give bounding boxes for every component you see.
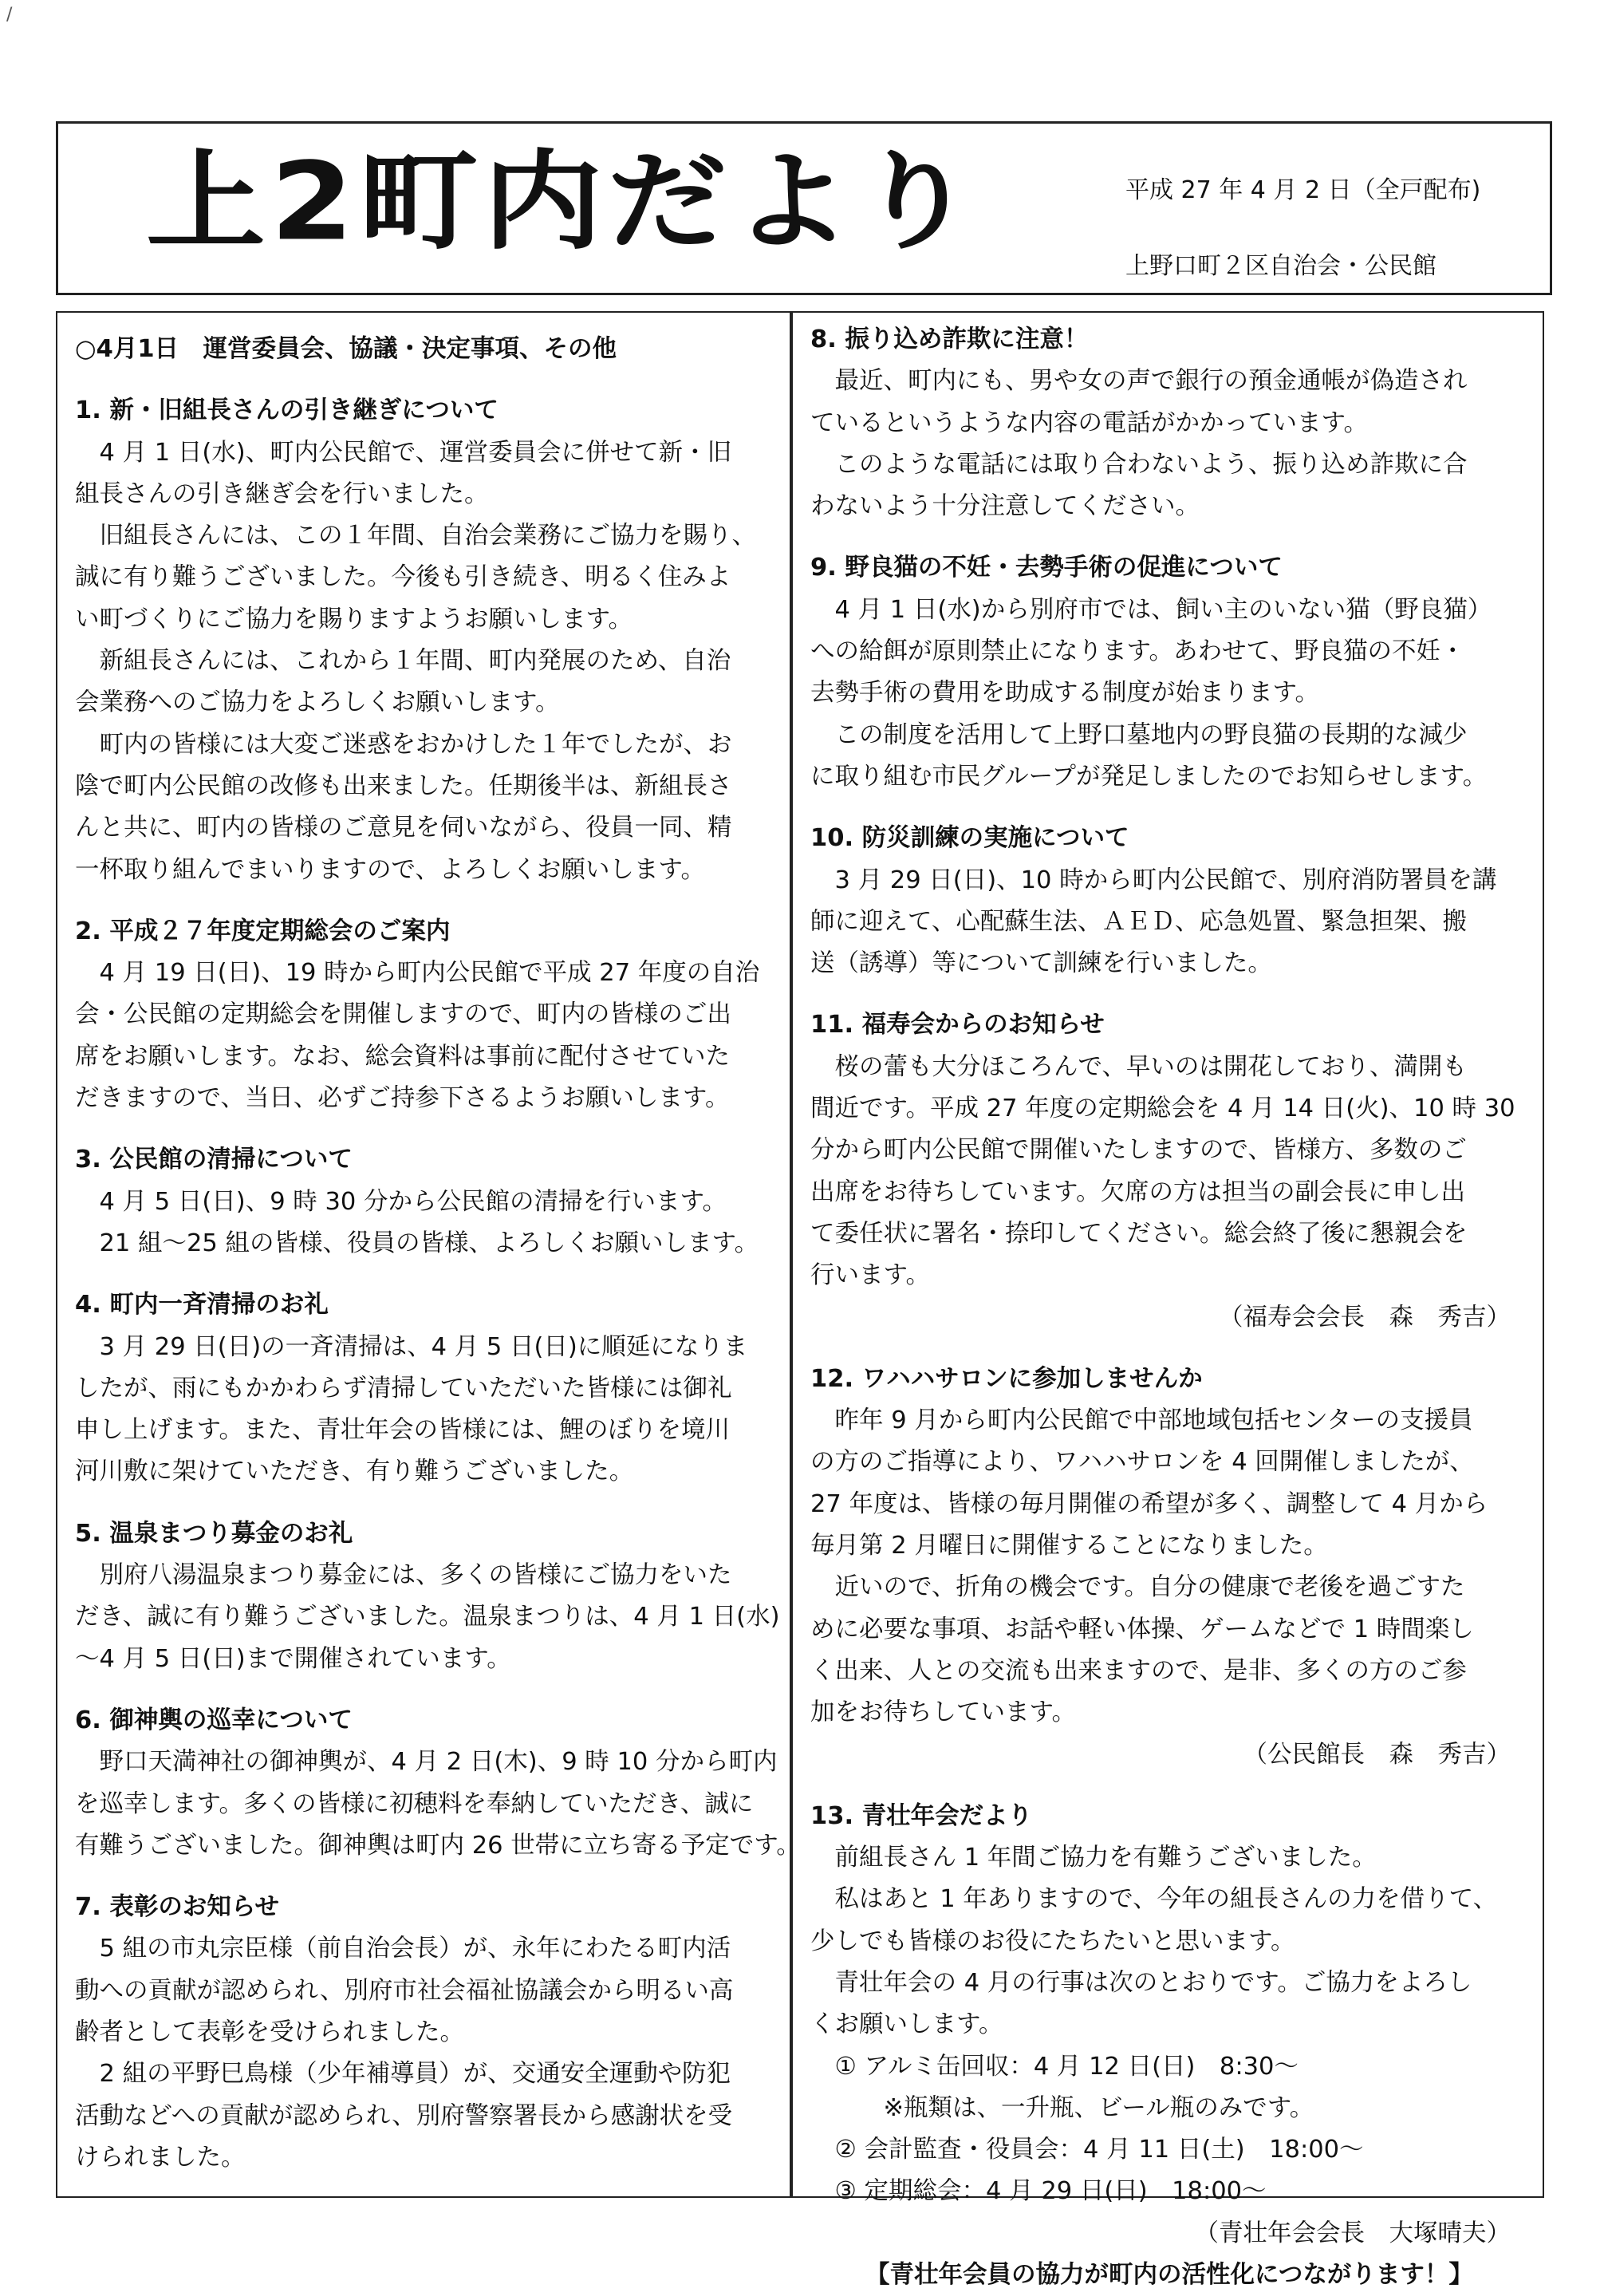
section-heading: 8. 振り込め詐欺に注意！ [810, 325, 1089, 353]
section-heading: 11. 福寿会からのお知らせ [810, 1011, 1105, 1040]
body-line: 誠に有り難うございました。今後も引き続き、明るく住みよ [75, 563, 731, 592]
body-line: に取り組む市民グループが発足しましたのでお知らせします。 [810, 762, 1488, 791]
body-line: 別府八湯温泉まつり募金には、多くの皆様にご協力をいた [75, 1561, 732, 1590]
newsletter-header [56, 121, 1552, 295]
body-line: 行います。 [810, 1261, 931, 1290]
section-heading: 5. 温泉まつり募金のお礼 [75, 1519, 353, 1548]
body-line: て委任状に署名・捺印してください。総会終了後に懇親会を [810, 1219, 1468, 1248]
event-item: ③ 定期総会：4 月 29 日(日) 18:00〜 [810, 2177, 1267, 2206]
section-heading: 7. 表彰のお知らせ [75, 1893, 280, 1922]
body-line: 旧組長さんには、この１年間、自治会業務にご協力を賜り、 [75, 522, 756, 550]
meeting-heading: ○4月1日 運営委員会、協議・決定事項、その他 [75, 335, 617, 363]
body-line: 5 組の市丸宗臣様（前自治会長）が、永年にわたる町内活 [75, 1935, 731, 1963]
body-line: 齢者として表彰を受けられました。 [75, 2018, 464, 2046]
body-line: くお願いします。 [810, 2010, 1003, 2039]
body-line: だき、誠に有り難うございました。温泉まつりは、4 月 1 日(水) [75, 1603, 780, 1631]
body-line: 4 月 5 日(日)、9 時 30 分から公民館の清掃を行います。 [75, 1187, 727, 1216]
signature: （公民館長 森 秀吉） [1243, 1740, 1511, 1769]
body-line: 桜の蕾も大分ほころんで、早いのは開花しており、満開も [810, 1052, 1467, 1081]
body-line: めに必要な事項、お話や軽い体操、ゲームなどで 1 時間楽し [810, 1615, 1474, 1643]
signature: （福寿会会長 森 秀吉） [1219, 1303, 1511, 1331]
section-heading: 3. 公民館の清掃について [75, 1146, 353, 1174]
body-line: 2 組の平野巳鳥様（少年補導員）が、交通安全運動や防犯 [75, 2060, 731, 2089]
body-line: 河川敷に架けていただき、有り難うございました。 [75, 1458, 634, 1486]
issue-date: 平成 27 年 4 月 2 日（全戸配布) [1125, 176, 1481, 204]
body-line: 前組長さん 1 年間ご協力を有難うございました。 [810, 1844, 1377, 1872]
section-2 [75, 911, 775, 1119]
section-heading: 4. 町内一斉清掃のお礼 [75, 1291, 329, 1320]
section-5 [75, 1513, 780, 1680]
section-1 [75, 390, 775, 891]
body-line: 送（誘導）等について訓練を行いました。 [810, 949, 1272, 978]
body-line: わないよう十分注意してください。 [810, 492, 1200, 521]
right-column [791, 311, 1544, 2290]
section-heading: 1. 新・旧組長さんの引き継ぎについて [75, 396, 499, 425]
section-3 [75, 1139, 775, 1264]
body-line: 私はあと 1 年ありますので、今年の組長さんの力を借りて、 [810, 1885, 1498, 1914]
section-10 [810, 818, 1528, 984]
section-heading: 6. 御神輿の巡幸について [75, 1706, 353, 1734]
body-line: 少しでも皆様のお役にたちたいと思います。 [810, 1927, 1295, 1955]
body-line: このような電話には取り合わないよう、振り込め詐欺に合 [810, 450, 1468, 479]
body-line: 活動などへの貢献が認められ、別府警察署長から感謝状を受 [75, 2101, 733, 2130]
body-line: んと共に、町内の皆様のご意見を伺いながら、役員一同、精 [75, 814, 732, 842]
section-8 [810, 319, 1528, 527]
section-4 [75, 1284, 775, 1493]
body-line: 毎月第 2 月曜日に開催することになりました。 [810, 1532, 1328, 1560]
section-6 [75, 1700, 801, 1867]
body-line: 最近、町内にも、男や女の声で銀行の預金通帳が偽造され [810, 367, 1468, 396]
body-line: 一杯取り組んでまいりますので、よろしくお願いします。 [75, 855, 705, 884]
body-line: 町内の皆様には大変ご迷惑をおかけした１年でしたが、お [75, 730, 732, 759]
body-line: 陰で町内公民館の改修も出来ました。任期後半は、新組長さ [75, 771, 732, 800]
body-line: だきますので、当日、必ずご持参下さるようお願いします。 [75, 1084, 730, 1113]
newsletter-title: 上2町内だより [146, 140, 981, 265]
body-line: 間近です。平成 27 年度の定期総会を 4 月 14 日(火)、10 時 30 [810, 1095, 1515, 1123]
body-line: 青壮年会の 4 月の行事は次のとおりです。ご協力をよろし [810, 1968, 1472, 1997]
section-12 [810, 1359, 1528, 1776]
body-line: 動への貢献が認められ、別府市社会福祉協議会から明るい高 [75, 1976, 734, 2005]
body-line: く出来、人との交流も出来ますので、是非、多くの方のご参 [810, 1656, 1467, 1685]
body-line: 21 組〜25 組の皆様、役員の皆様、よろしくお願いします。 [75, 1229, 759, 1257]
body-line: の方のご指導により、ワハハサロンを 4 回開催しましたが、 [810, 1448, 1474, 1477]
body-line: 師に迎えて、心配蘇生法、ＡＥＤ、応急処置、緊急担架、搬 [810, 907, 1467, 936]
closing-slogan: 【青壮年会員の協力が町内の活性化につながります！】 [865, 2261, 1473, 2290]
section-heading: 13. 青壮年会だより [810, 1801, 1033, 1830]
body-line: 野口天満神社の御神輿が、4 月 2 日(木)、9 時 10 分から町内 [75, 1748, 778, 1777]
section-7 [75, 1887, 775, 2179]
body-line: 4 月 1 日(水)から別府市では、飼い主のいない猫（野良猫） [810, 595, 1492, 624]
left-column [56, 311, 801, 2198]
body-line: 4 月 19 日(日)、19 時から町内公民館で平成 27 年度の自治 [75, 959, 760, 988]
section-13 [810, 1796, 1528, 2296]
body-line: への給餌が原則禁止になります。あわせて、野良猫の不妊・ [810, 637, 1465, 666]
body-line: 3 月 29 日(日)の一斉清掃は、4 月 5 日(日)に順延になりま [75, 1332, 748, 1361]
body-line: 出席をお待ちしています。欠席の方は担当の副会長に申し出 [810, 1178, 1466, 1206]
body-line: けられました。 [75, 2143, 246, 2172]
body-line: 分から町内公民館で開催いたしますので、皆様方、多数のご [810, 1136, 1467, 1165]
body-line: 3 月 29 日(日)、10 時から町内公民館で、別府消防署員を講 [810, 866, 1497, 894]
body-line: 近いので、折角の機会です。自分の健康で老後を過ごすた [810, 1573, 1465, 1602]
body-line: 〜4 月 5 日(日)まで開催されています。 [75, 1644, 511, 1673]
section-heading: 10. 防災訓練の実施について [810, 824, 1129, 853]
body-line: したが、雨にもかかわらず清掃していただいた皆様には御礼 [75, 1374, 732, 1402]
body-line: 申し上げます。また、青壮年会の皆様には、鯉のぼりを境川 [75, 1416, 731, 1445]
body-line: 会・公民館の定期総会を開催しますので、町内の皆様のご出 [75, 1000, 731, 1029]
body-line: 4 月 1 日(水)、町内公民館で、運営委員会に併せて新・旧 [75, 438, 732, 467]
corner-mark: / [6, 5, 13, 25]
section-9 [810, 547, 1528, 798]
body-line: 新組長さんには、これから１年間、町内発展のため、自治 [75, 647, 731, 676]
body-line: 有難うございました。御神輿は町内 26 世帯に立ち寄る予定です。 [75, 1831, 801, 1860]
body-line: 会業務へのご協力をよろしくお願いします。 [75, 688, 560, 717]
body-line: 昨年 9 月から町内公民館で中部地域包括センターの支援員 [810, 1406, 1473, 1435]
body-line: い町づくりにご協力を賜りますようお願いします。 [75, 605, 633, 633]
signature: （青壮年会会長 大塚晴夫） [1194, 2219, 1511, 2247]
section-heading: 9. 野良猫の不妊・去勢手術の促進について [810, 554, 1283, 582]
body-line: 組長さんの引き継ぎ会を行いました。 [75, 479, 489, 508]
section-11 [810, 1004, 1528, 1338]
body-line: 去勢手術の費用を助成する制度が始まります。 [810, 679, 1320, 708]
body-line: ているというような内容の電話がかかっています。 [810, 408, 1369, 437]
section-heading: 2. 平成２７年度定期総会のご案内 [75, 917, 451, 945]
event-item: ① アルミ缶回収：4 月 12 日(日) 8:30〜 [810, 2052, 1299, 2081]
body-line: この制度を活用して上野口墓地内の野良猫の長期的な減少 [810, 720, 1468, 749]
body-line: 27 年度は、皆様の毎月開催の希望が多く、調整して 4 月から [810, 1489, 1488, 1518]
body-line: 席をお願いします。なお、総会資料は事前に配付させていた [75, 1042, 731, 1071]
body-line: 加をお待ちしています。 [810, 1698, 1077, 1727]
publisher: 上野口町２区自治会・公民館 [1125, 252, 1437, 280]
event-item: ② 会計監査・役員会：4 月 11 日(土) 18:00〜 [810, 2136, 1364, 2164]
section-heading: 12. ワハハサロンに参加しませんか [810, 1364, 1203, 1393]
body-line: を巡幸します。多くの皆様に初穂料を奉納していただき、誠に [75, 1789, 754, 1818]
event-note: ※瓶類は、一升瓶、ビール瓶のみです。 [810, 2093, 1314, 2122]
